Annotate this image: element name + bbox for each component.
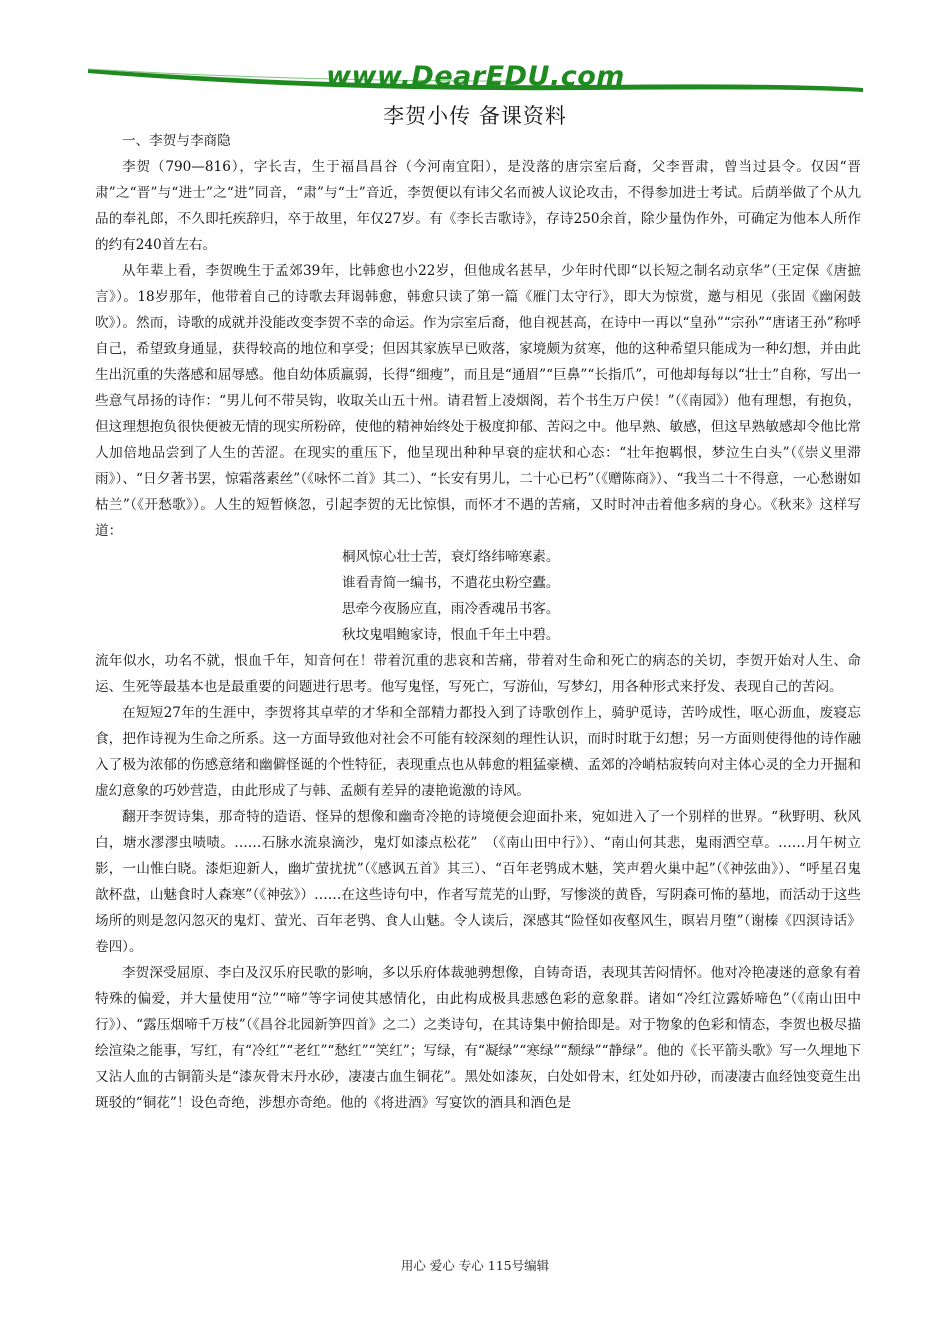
poem-line: 思牵今夜肠应直，雨冷香魂吊书客。 [342, 601, 560, 617]
site-banner [88, 55, 863, 97]
paragraph: 李贺深受屈原、李白及汉乐府民歌的影响，多以乐府体裁驰骋想像，自铸奇语，表现其苦闷情怀。他对冷艳凄迷的意象有着特殊的偏爱，并大量使用“泣”“啼”等字词使其感情化，由此构成极具悲感色彩的意象群。诸如“冷红泣露娇啼色”（《南山田中行》）、“露压烟啼千万枝”（《昌谷北园新笋四首》之二）之类诗句，在其诗集中俯拾即是。对于物象的色彩和情态，李贺也极尽描绘渲染之能事，写红，有“冷红”“老红”“愁红”“笑红”；写绿，有“凝绿”“寒绿”“颓绿”“静绿”。他的《长平箭头歌》写一久埋地下又沾人血的古铜箭头是“漆灰骨末丹水砂，凄凄古血生铜花”。黑处如漆灰，白处如骨末，红处如丹砂，而凄凄古血经蚀变竟生出斑驳的“铜花”！设色奇绝，涉想亦奇绝。他的《将进酒》写宴饮的酒具和酒色是 [95, 965, 861, 1111]
poem-line: 谁看青简一编书，不遣花虫粉空蠹。 [342, 575, 560, 591]
paragraph: 从年辈上看，李贺晚生于孟郊39年，比韩愈也小22岁，但他成名甚早，少年时代即“以长短之制名动京华”（王定保《唐摭言》）。18岁那年，他带着自己的诗歌去拜谒韩愈，韩愈只读了第一篇《雁门太守行》，即大为惊赏，邀与相见（张固《幽闲鼓吹》）。然而，诗歌的成就并没能改变李贺不幸的命运。作为宗室后裔，他自视甚高，在诗中一再以“皇孙”“宗孙”“唐诸王孙”称呼自己，希望致身通显，获得较高的地位和享受；但因其家族早已败落，家境颇为贫寒，他的这种希望只能成为一种幻想，并由此生出沉重的失落感和屈辱感。他自幼体质羸弱，长得“细瘦”，而且是“通眉”“巨鼻”“长指爪”，可他却每每以“壮士”自称，写出一些意气昂扬的诗作：“男儿何不带吴钩，收取关山五十州。请君暂上凌烟阁，若个书生万户侯！”（《南园》）他有理想，有抱负，但这理想抱负很快便被无情的现实所粉碎，使他的精神始终处于极度抑郁、苦闷之中。他早熟、敏感，但这早熟敏感却令他比常人加倍地品尝到了人生的苦涩。在现实的重压下，他呈现出种种早衰的症状和心态：“壮年抱羁恨，梦泣生白头”（《崇义里滞雨》）、“日夕著书罢，惊霜落素丝”（《咏怀二首》其二）、“长安有男儿，二十心已朽”（《赠陈商》）、“我当二十不得意，一心愁谢如枯兰”（《开愁歌》）。人生的短暂倏忽，引起李贺的无比惊惧，而怀才不遇的苦痛，又时时冲击着他多病的身心。《秋来》这样写道： [95, 263, 861, 539]
paragraph-after-poem: 流年似水，功名不就，恨血千年，知音何在！带着沉重的悲哀和苦痛，带着对生命和死亡的病态的关切，李贺开始对人生、命运、生死等最基本也是最重要的问题进行思考。他写鬼怪，写死亡，写游仙，写梦幻，用各种形式来抒发、表现自己的苦闷。 [95, 653, 861, 695]
section-heading: 一、李贺与李商隐 [122, 133, 231, 149]
paragraph: 在短短27年的生涯中，李贺将其卓荦的才华和全部精力都投入到了诗歌创作上，骑驴觅诗，苦吟成性，呕心沥血，废寝忘食，把作诗视为生命之所系。这一方面导致他对社会不可能有较深刻的理性认识，而时时耽于幻想；另一方面则使得他的诗作融入了极为浓郁的伤感意绪和幽僻怪诞的个性特征，表现重点也从韩愈的粗猛豪横、孟郊的冷峭枯寂转向对主体心灵的全力开掘和虚幻意象的巧妙营造，由此形成了与韩、孟颇有差异的凄艳诡激的诗风。 [95, 705, 861, 799]
poem-line: 秋坟鬼唱鲍家诗，恨血千年土中碧。 [342, 627, 560, 643]
document-title: 李贺小传 备课资料 [383, 104, 567, 128]
paragraph: 李贺（790—816），字长吉，生于福昌昌谷（今河南宜阳），是没落的唐宗室后裔，父李晋肃，曾当过县令。仅因“晋肃”之“晋”与“进士”之“进”同音，“肃”与“士”音近，李贺便以有讳父名而被人议论攻击，不得参加进士考试。后荫举做了个从九品的奉礼郎，不久即托疾辞归，卒于故里，年仅27岁。有《李长吉歌诗》，存诗250余首，除少量伪作外，可确定为他本人所作的约有240首左右。 [95, 159, 861, 253]
poem-block [95, 544, 861, 648]
document-body [95, 128, 861, 1116]
page-footer: 用心 爱心 专心 115号编辑 [400, 1258, 550, 1273]
site-logo-text[interactable]: www.DearEDU.com [326, 61, 625, 92]
paragraph: 翻开李贺诗集，那奇特的造语、怪异的想像和幽奇冷艳的诗境便会迎面扑来，宛如进入了一个别样的世界。“秋野明、秋风白，塘水漻漻虫啧啧。……石脉水流泉滴沙，鬼灯如漆点松花” （《南山田中行》）、“南山何其悲，鬼雨洒空草。……月午树立影，一山惟白晓。漆炬迎新人，幽圹萤扰扰”（《感讽五首》其三）、“百年老鸮成木魅，笑声碧火巢中起”（《神弦曲》）、“呼星召鬼歆杯盘，山魅食时人森寒”（《神弦》）……在这些诗句中，作者写荒芜的山野，写惨淡的黄昏，写阴森可怖的墓地，而活动于这些场所的则是忽闪忽灭的鬼灯、萤光、百年老鸮、食人山魅。令人读后，深感其“险怪如夜壑风生，暝岩月堕”（谢榛《四溟诗话》卷四）。 [95, 809, 861, 955]
poem-line: 桐风惊心壮士苦，衰灯络纬啼寒素。 [342, 549, 560, 565]
